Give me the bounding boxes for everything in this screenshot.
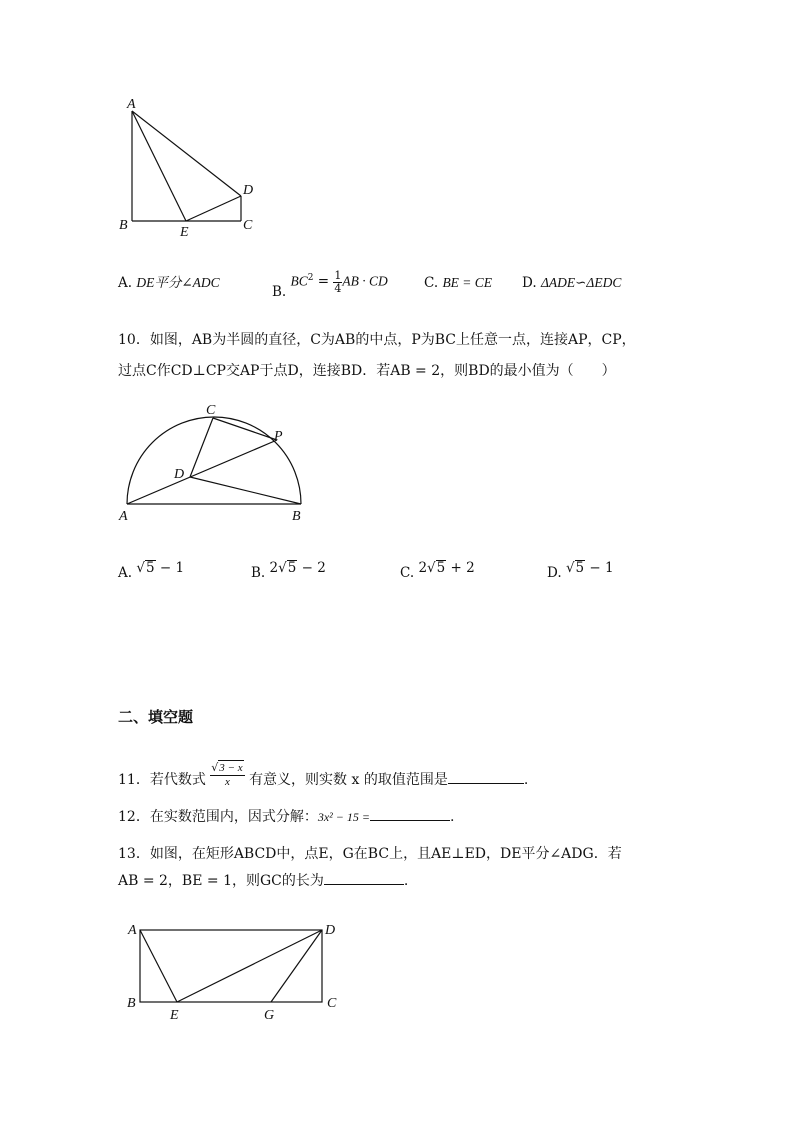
label-p: P bbox=[274, 429, 283, 444]
label-a: A bbox=[119, 509, 128, 524]
segment-ae bbox=[132, 111, 186, 221]
section-title: 二、填空题 bbox=[118, 708, 194, 726]
label-c: C bbox=[243, 218, 253, 233]
segment-bd bbox=[190, 477, 301, 504]
answer-blank-q13[interactable] bbox=[324, 870, 404, 885]
answer-blank-q11[interactable] bbox=[448, 769, 524, 784]
label-b: B bbox=[119, 218, 128, 233]
label-c: C bbox=[206, 403, 216, 418]
q9-option-d: D. ΔADE∽ΔEDC bbox=[522, 275, 622, 291]
q11-stem: 11．若代数式 $\frac{√3 - x}{x}$ 有意义，则实数 x 的取值范围是 . bbox=[118, 761, 529, 788]
q10-option-d: D. √5 − 1 bbox=[547, 560, 614, 581]
figure-q9-diagram bbox=[110, 90, 280, 240]
segment-ed bbox=[177, 930, 322, 1002]
q10-stem-line2: 过点C作CD⊥CP交AP于点D，连接BD．若AB = 2，则BD的最小值为（ ） bbox=[118, 363, 616, 379]
q10-stem-line1: 10．如图，AB为半圆的直径，C为AB的中点，P为BC上任意一点，连接AP，CP， bbox=[118, 332, 636, 348]
segment-ae bbox=[140, 930, 177, 1002]
segment-gd bbox=[271, 930, 322, 1002]
q13-stem-line2: AB = 2，BE = 1，则GC的长为 . bbox=[118, 870, 408, 891]
rectangle-abcd bbox=[140, 930, 322, 1002]
q10-option-b: B. 2√5 − 2 bbox=[251, 560, 326, 581]
segment-ap bbox=[127, 440, 277, 504]
label-d: D bbox=[325, 923, 336, 938]
label-a: A bbox=[128, 923, 137, 938]
label-b: B bbox=[127, 996, 136, 1011]
segment-ed bbox=[186, 196, 241, 221]
label-b: B bbox=[292, 509, 301, 524]
q10-option-c: C. 2√5 + 2 bbox=[400, 560, 475, 581]
answer-blank-q12[interactable] bbox=[370, 806, 450, 821]
q9-option-c: C. BE = CE bbox=[424, 275, 493, 291]
label-a: A bbox=[127, 97, 136, 112]
label-e: E bbox=[170, 1008, 179, 1023]
q13-stem-line1: 13．如图，在矩形ABCD中，点E，G在BC上，且AE⊥ED，DE平分∠ADG．若 bbox=[118, 846, 622, 862]
label-c: C bbox=[327, 996, 337, 1011]
q12-stem: 12．在实数范围内，因式分解：3x² − 15 = . bbox=[118, 806, 454, 827]
label-d: D bbox=[174, 467, 185, 482]
label-d: D bbox=[243, 183, 254, 198]
label-g: G bbox=[264, 1008, 275, 1023]
label-e: E bbox=[180, 225, 189, 240]
q9-option-a: A. DE平分∠ADC bbox=[118, 275, 220, 291]
figure-q13-diagram bbox=[118, 916, 348, 1026]
q9-option-b: B. $BC^2$ = $\frac{1}{4}$ AB · CD bbox=[272, 268, 388, 300]
segment-cp bbox=[213, 418, 277, 440]
segment-ad bbox=[132, 111, 241, 196]
figure-q10-diagram bbox=[110, 398, 320, 528]
q10-option-a: A. √5 − 1 bbox=[118, 560, 185, 581]
